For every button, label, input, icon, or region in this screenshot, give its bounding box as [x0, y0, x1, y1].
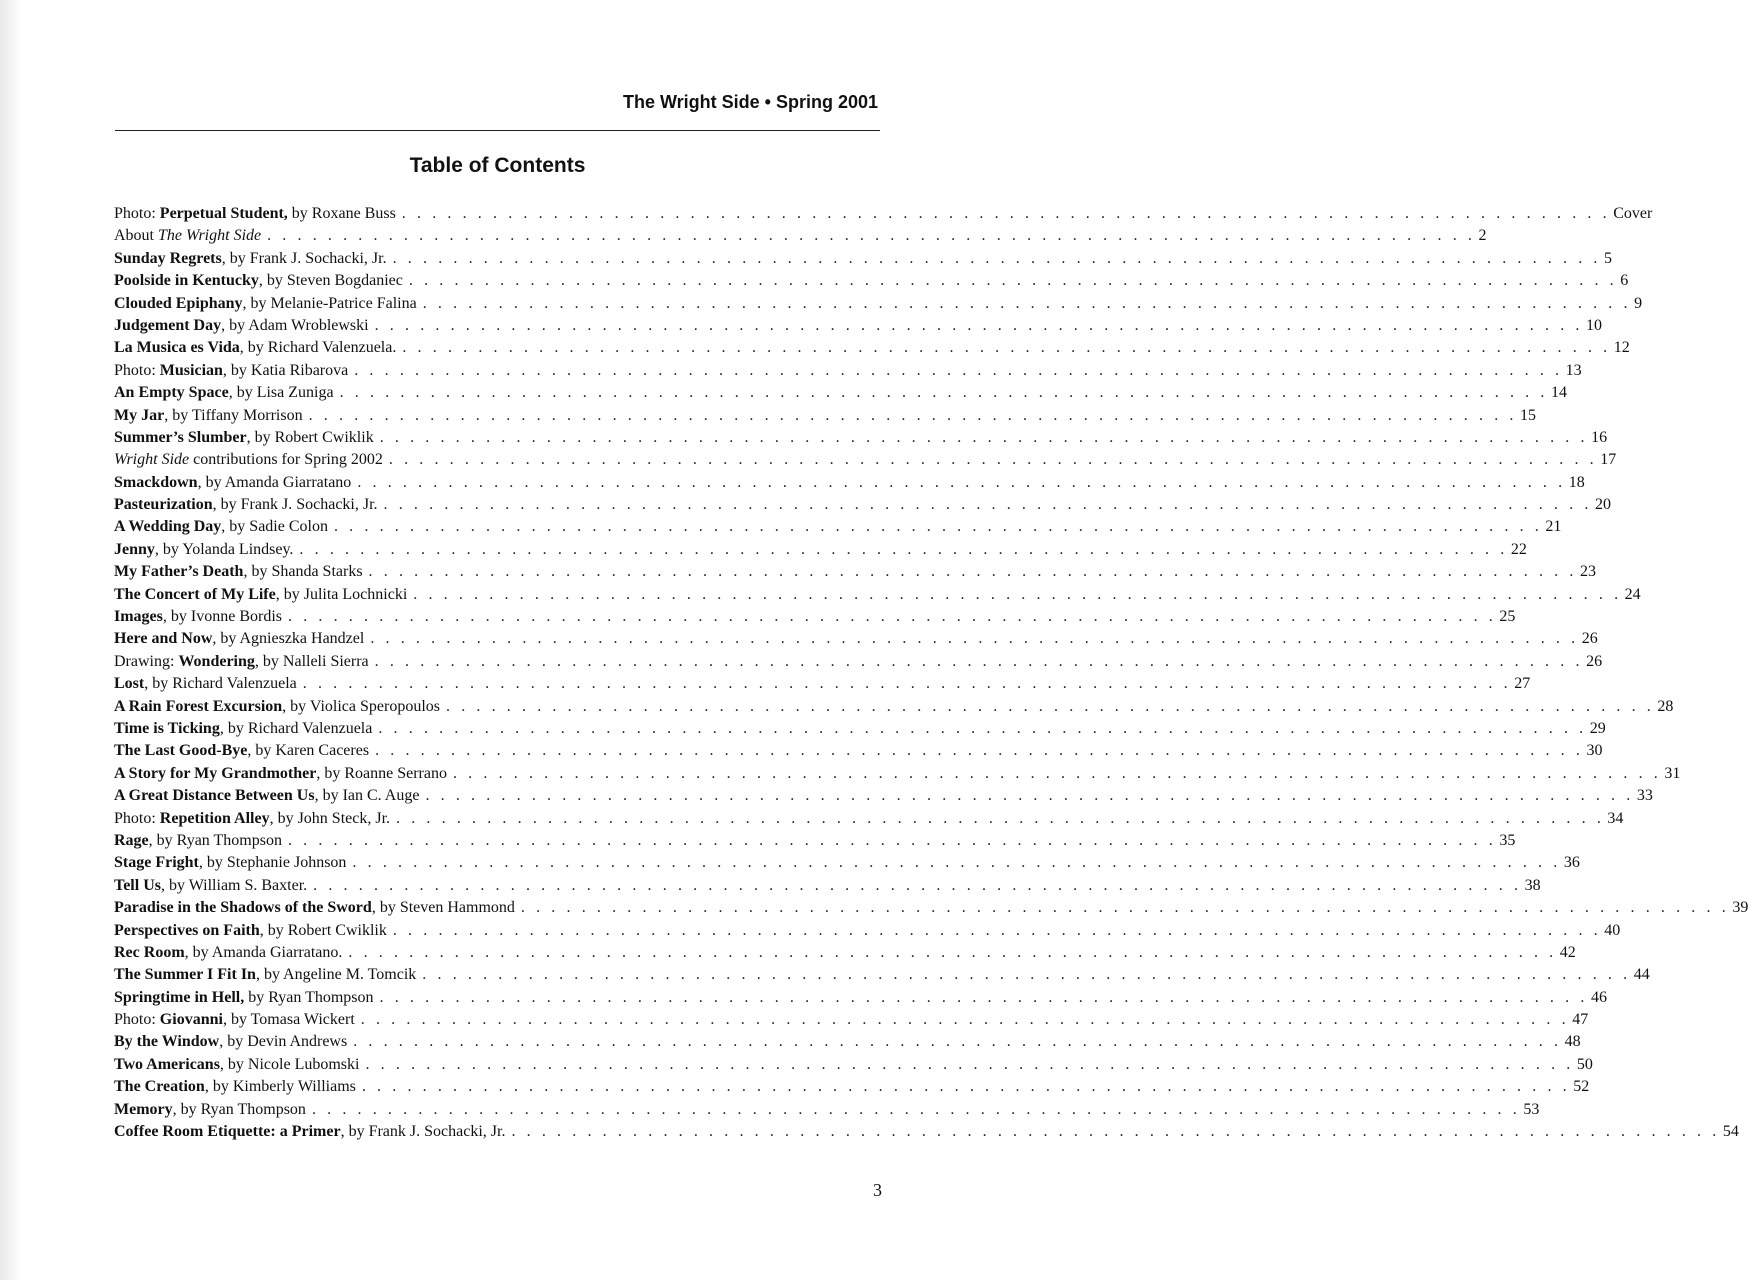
toc-entry-text: [114, 1121, 505, 1143]
dot-leader: . . . . . . . . . . . . . . . . . . . . . . . . . . . . . . . . . . . . . . . . . . . . . . . . . . . . . . . . . . . . . . . . . . . . . . . . . . . . . . . .: [299, 540, 1508, 558]
dot-leader: . . . . . . . . . . . . . . . . . . . . . . . . . . . . . . . . . . . . . . . . . . . . . . . . . . . . . . . . . . . . . . . . . . . . . . . . . . . . . . . .: [422, 294, 1632, 312]
toc-entry-byline: , by Roanne Serrano: [316, 764, 447, 782]
toc-page-number: 35: [1499, 831, 1516, 849]
toc-entry: [114, 561, 1596, 583]
toc-page-number: 5: [1604, 249, 1612, 267]
toc-entry-byline: , by Melanie-Patrice Falina: [242, 294, 417, 312]
dot-leader: . . . . . . . . . . . . . . . . . . . . . . . . . . . . . . . . . . . . . . . . . . . . . . . . . . . . . . . . . . . . . . . . . . . . . . . . . . . . . . . .: [392, 921, 1602, 939]
toc-entry-text: [114, 427, 374, 449]
toc-entry: [114, 1009, 1589, 1031]
page-title: Table of Contents: [409, 154, 586, 177]
toc-entry-title: Musician: [159, 361, 223, 379]
toc-entry: [114, 875, 1541, 897]
toc-entry-text: [114, 964, 416, 986]
toc-entry: [114, 315, 1603, 337]
toc-entry-title: Smackdown: [114, 473, 198, 491]
toc-entry-byline: , by Agnieszka Handzel: [212, 630, 365, 648]
toc-entry-text: [114, 830, 282, 852]
toc-entry: [114, 449, 1617, 471]
dot-leader: . . . . . . . . . . . . . . . . . . . . . . . . . . . . . . . . . . . . . . . . . . . . . . . . . . . . . . . . . . . . . . . . . . . . . . . . . . . . . . . .: [365, 1055, 1574, 1073]
toc-entry: [114, 852, 1580, 874]
toc-entry-title: Springtime in Hell,: [114, 988, 245, 1006]
toc-entry: [114, 516, 1562, 538]
toc-page-number: Cover: [1613, 205, 1653, 222]
toc-page-number: 14: [1550, 384, 1567, 402]
toc-entry-text: [114, 561, 363, 583]
dot-leader: . . . . . . . . . . . . . . . . . . . . . . . . . . . . . . . . . . . . . . . . . . . . . . . . . . . . . . . . . . . . . . . . . . . . . . . . . . . . . . . .: [378, 719, 1587, 737]
header-rule: [115, 130, 880, 131]
toc-entry-text: [114, 360, 348, 382]
toc-entry-text: [114, 203, 396, 225]
dot-leader: . . . . . . . . . . . . . . . . . . . . . . . . . . . . . . . . . . . . . . . . . . . . . . . . . . . . . . . . . . . . . . . . . . . . . . . . . . . . . . . .: [446, 697, 1655, 715]
toc-entry: [114, 1121, 1739, 1143]
toc-entry-text: [114, 225, 261, 247]
toc-entry-text: [114, 1099, 306, 1121]
toc-entry: [114, 382, 1567, 404]
dot-leader: . . . . . . . . . . . . . . . . . . . . . . . . . . . . . . . . . . . . . . . . . . . . . . . . . . . . . . . . . . . . . . . . . . . . . . . . . . . . . . . .: [413, 585, 1622, 603]
toc-entry-prefix: Drawing:: [114, 652, 179, 670]
toc-entry-title: Paradise in the Shadows of the Sword: [114, 899, 372, 917]
toc-page-number: 9: [1634, 294, 1643, 312]
toc-entry-text: [114, 740, 369, 762]
toc-page-number: 33: [1636, 787, 1653, 805]
toc-entry-prefix: Photo:: [114, 1011, 160, 1029]
dot-leader: . . . . . . . . . . . . . . . . . . . . . . . . . . . . . . . . . . . . . . . . . . . . . . . . . . . . . . . . . . . . . . . . . . . . . . . . . . . . . . . .: [354, 361, 1563, 379]
toc-entry-byline: , by William S. Baxter.: [160, 876, 308, 894]
toc-entry-byline: , by Angeline M. Tomcik: [255, 966, 417, 984]
toc-entry: [114, 696, 1674, 718]
toc-entry-title: The Concert of My Life: [114, 585, 276, 603]
toc-entry-byline: , by Robert Cwiklik: [259, 921, 387, 939]
toc-page-number: 46: [1590, 988, 1607, 1006]
toc-entry-byline: , by Tomasa Wickert: [222, 1011, 355, 1029]
toc-entry: [114, 539, 1527, 561]
toc-page-number: 12: [1613, 339, 1630, 357]
toc-entry: [114, 472, 1585, 494]
toc-entry-title: Time is Ticking: [114, 719, 220, 737]
toc-entry-text: [114, 472, 351, 494]
dot-leader: . . . . . . . . . . . . . . . . . . . . . . . . . . . . . . . . . . . . . . . . . . . . . . . . . . . . . . . . . . . . . . . . . . . . . . . . . . . . . . . .: [357, 473, 1566, 491]
toc-entry-byline: , by Richard Valenzuela: [144, 675, 297, 693]
toc-entry-byline: , by Devin Andrews: [219, 1033, 348, 1051]
toc-entry: [114, 920, 1621, 942]
toc-entry-byline: , by Ian C. Auge: [314, 787, 420, 805]
toc-page-number: 54: [1722, 1123, 1739, 1141]
toc-entry-byline: , by Steven Bogdaniec: [258, 272, 403, 290]
toc-entry-title: Summer’s Slumber: [114, 428, 247, 446]
dot-leader: . . . . . . . . . . . . . . . . . . . . . . . . . . . . . . . . . . . . . . . . . . . . . . . . . . . . . . . . . . . . . . . . . . . . . . . . . . . . . . . .: [511, 1123, 1720, 1141]
toc-entry: [114, 718, 1606, 740]
toc-page-number: 16: [1591, 428, 1608, 446]
toc-entry-title: Lost: [114, 675, 145, 693]
toc-entry-text: [114, 449, 383, 471]
toc-entry-title-italic: Wright Side: [114, 451, 190, 469]
toc-entry-text: [114, 897, 515, 919]
dot-leader: . . . . . . . . . . . . . . . . . . . . . . . . . . . . . . . . . . . . . . . . . . . . . . . . . . . . . . . . . . . . . . . . . . . . . . . . . . . . . . . .: [348, 943, 1557, 961]
toc-entry: [114, 293, 1643, 315]
toc-entry-byline: , by Nicole Lubomski: [219, 1055, 360, 1073]
toc-entry-text: [114, 539, 293, 561]
toc-entry-title: Two Americans: [114, 1055, 220, 1073]
toc-entry: [114, 651, 1603, 673]
dot-leader: . . . . . . . . . . . . . . . . . . . . . . . . . . . . . . . . . . . . . . . . . . . . . . . . . . . . . . . . . . . . . . . . . . . . . . . . . . . . . . . .: [401, 205, 1611, 222]
dot-leader: . . . . . . . . . . . . . . . . . . . . . . . . . . . . . . . . . . . . . . . . . . . . . . . . . . . . . . . . . . . . . . . . . . . . . . . . . . . . . . . .: [375, 742, 1584, 760]
toc-entry-title: Coffee Room Etiquette: a Primer: [114, 1123, 341, 1141]
toc-entry-byline: , by Steven Hammond: [371, 899, 515, 917]
toc-page-number: 31: [1664, 764, 1681, 782]
toc-page-number: 20: [1594, 496, 1611, 514]
toc-entry-text: [114, 875, 307, 897]
page-edge-shadow: [0, 0, 22, 1280]
toc-entry-text: [114, 808, 390, 830]
toc-entry-byline: , by Ivonne Bordis: [162, 608, 282, 626]
toc-entry: [114, 830, 1516, 852]
toc-entry-title: A Wedding Day: [114, 518, 222, 536]
toc-page-number: 30: [1586, 742, 1603, 760]
toc-entry-title-italic: The Wright Side: [158, 227, 262, 245]
toc-page-number: 38: [1524, 876, 1541, 894]
toc-page-number: 52: [1573, 1078, 1590, 1096]
dot-leader: . . . . . . . . . . . . . . . . . . . . . . . . . . . . . . . . . . . . . . . . . . . . . . . . . . . . . . . . . . . . . . . . . . . . . . . . . . . . . . . .: [313, 876, 1522, 894]
toc-entry-byline: , by Lisa Zuniga: [228, 384, 334, 402]
toc-list: [114, 203, 1748, 1143]
dot-leader: . . . . . . . . . . . . . . . . . . . . . . . . . . . . . . . . . . . . . . . . . . . . . . . . . . . . . . . . . . . . . . . . . . . . . . . . . . . . . . . .: [374, 316, 1584, 334]
toc-entry-byline: , by Sadie Colon: [221, 518, 328, 536]
toc-entry-title: An Empty Space: [114, 384, 229, 402]
toc-entry: [114, 763, 1681, 785]
toc-entry-title: Judgement Day: [114, 316, 222, 334]
dot-leader: . . . . . . . . . . . . . . . . . . . . . . . . . . . . . . . . . . . . . . . . . . . . . . . . . . . . . . . . . . . . . . . . . . . . . . . . . . . . . . . .: [396, 809, 1605, 827]
toc-page-number: 29: [1589, 719, 1606, 737]
toc-entry-text: [114, 785, 419, 807]
toc-entry-title: A Great Distance Between Us: [114, 787, 315, 805]
toc-page-number: 28: [1657, 697, 1674, 715]
dot-leader: . . . . . . . . . . . . . . . . . . . . . . . . . . . . . . . . . . . . . . . . . . . . . . . . . . . . . . . . . . . . . . . . . . . . . . . . . . . . . . . .: [388, 451, 1598, 469]
toc-entry: [114, 584, 1641, 606]
toc-entry-title: Giovanni: [159, 1011, 223, 1029]
toc-entry: [114, 427, 1608, 449]
toc-entry-byline: , by Kimberly Williams: [204, 1078, 356, 1096]
toc-entry-title: Rec Room: [114, 943, 185, 961]
dot-leader: . . . . . . . . . . . . . . . . . . . . . . . . . . . . . . . . . . . . . . . . . . . . . . . . . . . . . . . . . . . . . . . . . . . . . . . . . . . . . . . .: [361, 1078, 1571, 1096]
toc-entry-byline: , by Karen Caceres: [247, 742, 370, 760]
dot-leader: . . . . . . . . . . . . . . . . . . . . . . . . . . . . . . . . . . . . . . . . . . . . . . . . . . . . . . . . . . . . . . . . . . . . . . . . . . . . . . . .: [374, 652, 1584, 670]
toc-page-number: 21: [1545, 518, 1562, 536]
toc-entry-title: Images: [114, 608, 163, 626]
toc-entry-text: [114, 651, 369, 673]
dot-leader: . . . . . . . . . . . . . . . . . . . . . . . . . . . . . . . . . . . . . . . . . . . . . . . . . . . . . . . . . . . . . . . . . . . . . . . . . . . . . . . .: [392, 249, 1601, 267]
toc-entry: [114, 740, 1603, 762]
toc-page-number: 17: [1600, 451, 1617, 469]
toc-page-number: 34: [1607, 809, 1624, 827]
toc-page-number: 15: [1520, 406, 1536, 424]
toc-page-number: 2: [1478, 227, 1487, 245]
toc-entry: [114, 987, 1607, 1009]
toc-entry-prefix: Photo:: [114, 361, 160, 379]
toc-entry-byline: , by Frank J. Sochacki, Jr.: [340, 1123, 506, 1141]
toc-entry-prefix: About: [114, 227, 158, 245]
dot-leader: . . . . . . . . . . . . . . . . . . . . . . . . . . . . . . . . . . . . . . . . . . . . . . . . . . . . . . . . . . . . . . . . . . . . . . . . . . . . . . . .: [402, 339, 1611, 357]
toc-entry-byline: , by Ryan Thompson: [148, 831, 282, 849]
toc-entry-title: The Summer I Fit In: [114, 966, 256, 984]
toc-entry-byline: , by Richard Valenzuela: [219, 719, 373, 737]
dot-leader: . . . . . . . . . . . . . . . . . . . . . . . . . . . . . . . . . . . . . . . . . . . . . . . . . . . . . . . . . . . . . . . . . . . . . . . . . . . . . . . .: [370, 630, 1579, 648]
toc-entry-byline: , by Katia Ribarova: [222, 361, 349, 379]
toc-entry-byline: , by Nalleli Sierra: [254, 652, 369, 670]
toc-entry-byline: , by John Steck, Jr.: [269, 809, 391, 827]
toc-entry-byline: , by Frank J. Sochacki, Jr.: [212, 496, 378, 514]
dot-leader: . . . . . . . . . . . . . . . . . . . . . . . . . . . . . . . . . . . . . . . . . . . . . . . . . . . . . . . . . . . . . . . . . . . . . . . . . . . . . . . .: [383, 496, 1592, 514]
toc-entry-title: Clouded Epiphany: [114, 294, 243, 312]
toc-entry-text: [114, 1009, 355, 1031]
toc-entry-prefix: Photo:: [114, 205, 160, 222]
toc-entry-text: [114, 1076, 356, 1098]
toc-entry: [114, 897, 1748, 919]
toc-entry: [114, 606, 1516, 628]
toc-entry: [114, 405, 1536, 427]
dot-leader: . . . . . . . . . . . . . . . . . . . . . . . . . . . . . . . . . . . . . . . . . . . . . . . . . . . . . . . . . . . . . . . . . . . . . . . . . . . . . . . .: [311, 1100, 1521, 1118]
toc-entry-prefix: Photo:: [114, 809, 160, 827]
dot-leader: . . . . . . . . . . . . . . . . . . . . . . . . . . . . . . . . . . . . . . . . . . . . . . . . . . . . . . . . . . . . . . . . . . . . . . . . . . . . . . . .: [408, 272, 1618, 290]
toc-entry-title: Perpetual Student,: [159, 205, 288, 222]
toc-entry-text: [114, 628, 364, 650]
dot-leader: . . . . . . . . . . . . . . . . . . . . . . . . . . . . . . . . . . . . . . . . . . . . . . . . . . . . . . . . . . . . . . . . . . . . . . . . . . . . . . . .: [422, 966, 1631, 984]
toc-entry: [114, 270, 1629, 292]
toc-page-number: 26: [1581, 630, 1598, 648]
toc-page-number: 22: [1510, 540, 1527, 558]
toc-entry-title: A Story for My Grandmother: [114, 764, 317, 782]
toc-page-number: 39: [1732, 899, 1748, 917]
toc-entry: [114, 1076, 1590, 1098]
toc-page-number: 27: [1514, 675, 1531, 693]
toc-page-number: 42: [1559, 943, 1576, 961]
toc-entry-text: [114, 763, 447, 785]
toc-page-number: 24: [1624, 585, 1641, 603]
toc-entry-byline: , by Stephanie Johnson: [198, 854, 347, 872]
dot-leader: . . . . . . . . . . . . . . . . . . . . . . . . . . . . . . . . . . . . . . . . . . . . . . . . . . . . . . . . . . . . . . . . . . . . . . . . . . . . . . . .: [288, 608, 1497, 626]
toc-entry: [114, 1099, 1540, 1121]
toc-page-number: 18: [1568, 473, 1585, 491]
dot-leader: . . . . . . . . . . . . . . . . . . . . . . . . . . . . . . . . . . . . . . . . . . . . . . . . . . . . . . . . . . . . . . . . . . . . . . . . . . . . . . . .: [302, 675, 1512, 693]
toc-page-number: 36: [1563, 854, 1580, 872]
toc-entry-title: Jenny: [114, 540, 155, 558]
toc-entry-title: Perspectives on Faith: [114, 921, 260, 939]
toc-page-number: 23: [1579, 563, 1596, 581]
toc-entry-byline: contributions for Spring 2002: [189, 451, 383, 469]
dot-leader: . . . . . . . . . . . . . . . . . . . . . . . . . . . . . . . . . . . . . . . . . . . . . . . . . . . . . . . . . . . . . . . . . . . . . . . . . . . . . . . .: [379, 428, 1589, 446]
toc-entry-title: A Rain Forest Excursion: [114, 697, 283, 715]
toc-entry: [114, 964, 1650, 986]
toc-page-number: 50: [1576, 1055, 1593, 1073]
toc-entry: [114, 673, 1531, 695]
toc-entry-title: Memory: [114, 1100, 173, 1118]
toc-entry-title: La Musica es Vida: [114, 339, 240, 357]
toc-entry-text: [114, 494, 378, 516]
dot-leader: . . . . . . . . . . . . . . . . . . . . . . . . . . . . . . . . . . . . . . . . . . . . . . . . . . . . . . . . . . . . . . . . . . . . . . . . . . . . . . . .: [352, 854, 1561, 872]
toc-entry: [114, 225, 1487, 247]
toc-page-number: 25: [1499, 608, 1516, 626]
dot-leader: . . . . . . . . . . . . . . . . . . . . . . . . . . . . . . . . . . . . . . . . . . . . . . . . . . . . . . . . . . . . . . . . . . . . . . . . . . . . . . . .: [360, 1011, 1570, 1029]
toc-entry: [114, 360, 1582, 382]
toc-entry: [114, 248, 1612, 270]
toc-entry-text: [114, 718, 372, 740]
toc-entry-byline: , by Yolanda Lindsey.: [154, 540, 294, 558]
toc-entry-byline: , by Shanda Starks: [243, 563, 363, 581]
toc-entry-text: [114, 942, 342, 964]
toc-entry-byline: , by Frank J. Sochacki, Jr.: [221, 249, 387, 267]
toc-entry-byline: , by Robert Cwiklik: [246, 428, 374, 446]
toc-page-number: 44: [1633, 966, 1650, 984]
toc-entry: [114, 808, 1624, 830]
toc-entry-byline: , by Julita Lochnicki: [275, 585, 408, 603]
toc-entry-text: [114, 920, 387, 942]
dot-leader: . . . . . . . . . . . . . . . . . . . . . . . . . . . . . . . . . . . . . . . . . . . . . . . . . . . . . . . . . . . . . . . . . . . . . . . . . . . . . . . .: [308, 406, 1517, 424]
toc-entry-text: [114, 1031, 347, 1053]
running-head: The Wright Side • Spring 2001: [622, 92, 878, 112]
toc-entry-text: [114, 987, 374, 1009]
toc-entry-byline: , by Tiffany Morrison: [164, 406, 303, 424]
toc-entry-text: [114, 270, 403, 292]
toc-entry-title: My Jar: [114, 406, 165, 424]
toc-entry-title: Stage Fright: [114, 854, 199, 872]
dot-leader: . . . . . . . . . . . . . . . . . . . . . . . . . . . . . . . . . . . . . . . . . . . . . . . . . . . . . . . . . . . . . . . . . . . . . . . . . . . . . . . .: [425, 787, 1634, 805]
dot-leader: . . . . . . . . . . . . . . . . . . . . . . . . . . . . . . . . . . . . . . . . . . . . . . . . . . . . . . . . . . . . . . . . . . . . . . . . . . . . . . . .: [339, 384, 1548, 402]
toc-entry-byline: , by Violica Speropoulos: [282, 697, 440, 715]
toc-entry-title: Rage: [114, 831, 149, 849]
toc-entry-title: The Creation: [114, 1078, 205, 1096]
toc-entry-title: Tell Us: [114, 876, 161, 894]
dot-leader: . . . . . . . . . . . . . . . . . . . . . . . . . . . . . . . . . . . . . . . . . . . . . . . . . . . . . . . . . . . . . . . . . . . . . . . . . . . . . . . .: [368, 563, 1577, 581]
toc-entry-text: [114, 852, 346, 874]
toc-entry-byline: by Ryan Thompson: [244, 988, 374, 1006]
toc-entry-text: [114, 516, 328, 538]
toc-entry-title: Repetition Alley: [159, 809, 270, 827]
toc-page-number: 40: [1604, 921, 1621, 939]
dot-leader: . . . . . . . . . . . . . . . . . . . . . . . . . . . . . . . . . . . . . . . . . . . . . . . . . . . . . . . . . . . . . . . . . . . . . . . . . . . . . . . .: [267, 227, 1476, 245]
toc-entry-title: My Father’s Death: [114, 563, 244, 581]
toc-entry: [114, 203, 1653, 225]
toc-entry: [114, 628, 1598, 650]
toc-page-number: 6: [1620, 272, 1629, 290]
toc-entry-byline: by Roxane Buss: [287, 205, 396, 222]
toc-entry-title: Wondering: [178, 652, 255, 670]
toc-entry-text: [114, 382, 334, 404]
toc-entry-text: [114, 337, 396, 359]
toc-page-number: 47: [1572, 1011, 1589, 1029]
toc-page-number: 26: [1586, 652, 1603, 670]
toc-entry-title: Pasteurization: [114, 496, 213, 514]
toc-entry-text: [114, 1054, 359, 1076]
toc-entry-text: [114, 293, 417, 315]
toc-page-number: 48: [1564, 1033, 1581, 1051]
toc-entry: [114, 1054, 1593, 1076]
toc-entry: [114, 1031, 1581, 1053]
toc-page-number: 10: [1586, 316, 1603, 334]
toc-entry-text: [114, 673, 297, 695]
toc-page-number: 13: [1565, 361, 1582, 379]
toc-entry-text: [114, 584, 407, 606]
toc-entry-text: [114, 405, 303, 427]
toc-page-number: 53: [1523, 1100, 1540, 1118]
toc-entry-text: [114, 315, 369, 337]
toc-entry-byline: , by Ryan Thompson: [172, 1100, 306, 1118]
toc-entry: [114, 785, 1653, 807]
toc-entry-byline: , by Adam Wroblewski: [221, 316, 369, 334]
dot-leader: . . . . . . . . . . . . . . . . . . . . . . . . . . . . . . . . . . . . . . . . . . . . . . . . . . . . . . . . . . . . . . . . . . . . . . . . . . . . . . . .: [333, 518, 1543, 536]
dot-leader: . . . . . . . . . . . . . . . . . . . . . . . . . . . . . . . . . . . . . . . . . . . . . . . . . . . . . . . . . . . . . . . . . . . . . . . . . . . . . . . .: [452, 764, 1662, 782]
dot-leader: . . . . . . . . . . . . . . . . . . . . . . . . . . . . . . . . . . . . . . . . . . . . . . . . . . . . . . . . . . . . . . . . . . . . . . . . . . . . . . . .: [379, 988, 1588, 1006]
toc-entry: [114, 494, 1611, 516]
toc-entry-byline: , by Richard Valenzuela.: [239, 339, 397, 357]
dot-leader: . . . . . . . . . . . . . . . . . . . . . . . . . . . . . . . . . . . . . . . . . . . . . . . . . . . . . . . . . . . . . . . . . . . . . . . . . . . . . . . .: [520, 899, 1730, 917]
toc-entry: [114, 337, 1630, 359]
toc-entry-title: Here and Now: [114, 630, 213, 648]
page-number: 3: [873, 1180, 882, 1200]
toc-entry-text: [114, 248, 387, 270]
toc-entry-text: [114, 696, 440, 718]
toc-entry-title: Sunday Regrets: [114, 249, 222, 267]
toc-entry-title: The Last Good-Bye: [114, 742, 248, 760]
toc-entry: [114, 942, 1576, 964]
toc-entry-title: Poolside in Kentucky: [114, 272, 259, 290]
toc-entry-byline: , by Amanda Giarratano.: [184, 943, 343, 961]
toc-entry-byline: , by Amanda Giarratano: [197, 473, 352, 491]
dot-leader: . . . . . . . . . . . . . . . . . . . . . . . . . . . . . . . . . . . . . . . . . . . . . . . . . . . . . . . . . . . . . . . . . . . . . . . . . . . . . . . .: [287, 831, 1497, 849]
dot-leader: . . . . . . . . . . . . . . . . . . . . . . . . . . . . . . . . . . . . . . . . . . . . . . . . . . . . . . . . . . . . . . . . . . . . . . . . . . . . . . . .: [353, 1033, 1562, 1051]
toc-entry-text: [114, 606, 282, 628]
toc-entry-title: By the Window: [114, 1033, 220, 1051]
